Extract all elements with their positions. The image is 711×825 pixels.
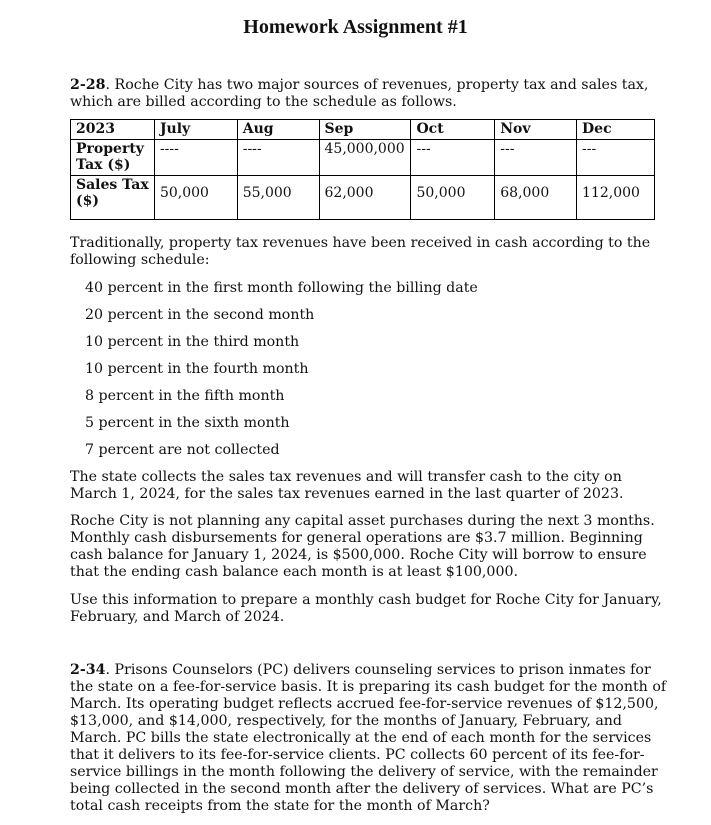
header-cell: 2023 bbox=[71, 120, 155, 140]
problem-text: . Prisons Counselors (PC) delivers counseling services to prison inmates for the state on a fee-for-service basis. It is preparing its cash budget for the month of March. Its operating budget reflects accrued fee-for-service revenues of $12,500, $13,000, and $14,000, respectively, for the months of January, February, and March. PC bills the state electronically at the end of each month for the services that it delivers to its fee-for-service clients. PC collects 60 percent of its fee-for-service billings in the month following the delivery of service, with the remainder being collected in the second month after the delivery of services. What are PC’s total cash receipts from the state for the month of March? bbox=[70, 662, 667, 814]
header-cell: Dec bbox=[577, 120, 655, 140]
list-item: 10 percent in the third month bbox=[85, 334, 300, 350]
list-item: 8 percent in the fifth month bbox=[85, 388, 285, 404]
table-cell: 112,000 bbox=[577, 176, 655, 220]
problem-number: 2-34 bbox=[70, 662, 106, 678]
problem-2-34 bbox=[70, 662, 670, 815]
list-item: 40 percent in the first month following the billing date bbox=[85, 280, 478, 296]
problem-number: 2-28 bbox=[70, 77, 106, 93]
row-label: Sales Tax ($) bbox=[71, 176, 155, 220]
paragraph-text: The state collects the sales tax revenues and will transfer cash to the city on March 1, 2024, for the sales tax revenues earned in the last quarter of 2023. bbox=[70, 469, 624, 502]
page-title: Homework Assignment #1 bbox=[243, 16, 468, 38]
cash-plans-paragraph bbox=[70, 513, 670, 581]
table-header-row bbox=[71, 120, 655, 140]
table-cell: 68,000 bbox=[495, 176, 577, 220]
list-item: 20 percent in the second month bbox=[85, 307, 315, 323]
table-cell: --- bbox=[495, 140, 577, 176]
problem-2-28-intro bbox=[70, 77, 670, 111]
table-cell: --- bbox=[411, 140, 495, 176]
header-cell: Aug bbox=[237, 120, 319, 140]
list-item: 7 percent are not collected bbox=[85, 442, 280, 458]
list-item: 10 percent in the fourth month bbox=[85, 361, 309, 377]
problem-intro-text: . Roche City has two major sources of revenues, property tax and sales tax, which are billed according to the schedule as follows. bbox=[70, 77, 649, 110]
collection-paragraph bbox=[70, 235, 670, 269]
table-cell: ---- bbox=[237, 140, 319, 176]
state-sales-tax-paragraph bbox=[70, 469, 670, 503]
task-paragraph bbox=[70, 592, 670, 626]
paragraph-text: Use this information to prepare a monthly cash budget for Roche City for January, February, and March of 2024. bbox=[70, 592, 662, 625]
table-row bbox=[71, 176, 655, 220]
table-cell: 55,000 bbox=[237, 176, 319, 220]
header-cell: Sep bbox=[319, 120, 411, 140]
collection-schedule-list bbox=[85, 280, 478, 469]
table-row bbox=[71, 140, 655, 176]
billing-schedule-table bbox=[70, 119, 655, 220]
table-cell: 45,000,000 bbox=[319, 140, 411, 176]
paragraph-text: Traditionally, property tax revenues have been received in cash according to the following schedule: bbox=[70, 235, 651, 268]
table-cell: --- bbox=[577, 140, 655, 176]
table-cell: 62,000 bbox=[319, 176, 411, 220]
row-label: Property Tax ($) bbox=[71, 140, 155, 176]
header-cell: Oct bbox=[411, 120, 495, 140]
paragraph-text: Roche City is not planning any capital asset purchases during the next 3 months. Monthly cash disbursements for general operations are $3.7 million. Beginning cash balance for January 1, 2024, is $500,000. Roche City will borrow to ensure that the ending cash balance each month is at least $100,000. bbox=[70, 513, 655, 580]
table-cell: ---- bbox=[154, 140, 237, 176]
header-cell: July bbox=[154, 120, 237, 140]
table-cell: 50,000 bbox=[411, 176, 495, 220]
list-item: 5 percent in the sixth month bbox=[85, 415, 290, 431]
header-cell: Nov bbox=[495, 120, 577, 140]
table-cell: 50,000 bbox=[154, 176, 237, 220]
